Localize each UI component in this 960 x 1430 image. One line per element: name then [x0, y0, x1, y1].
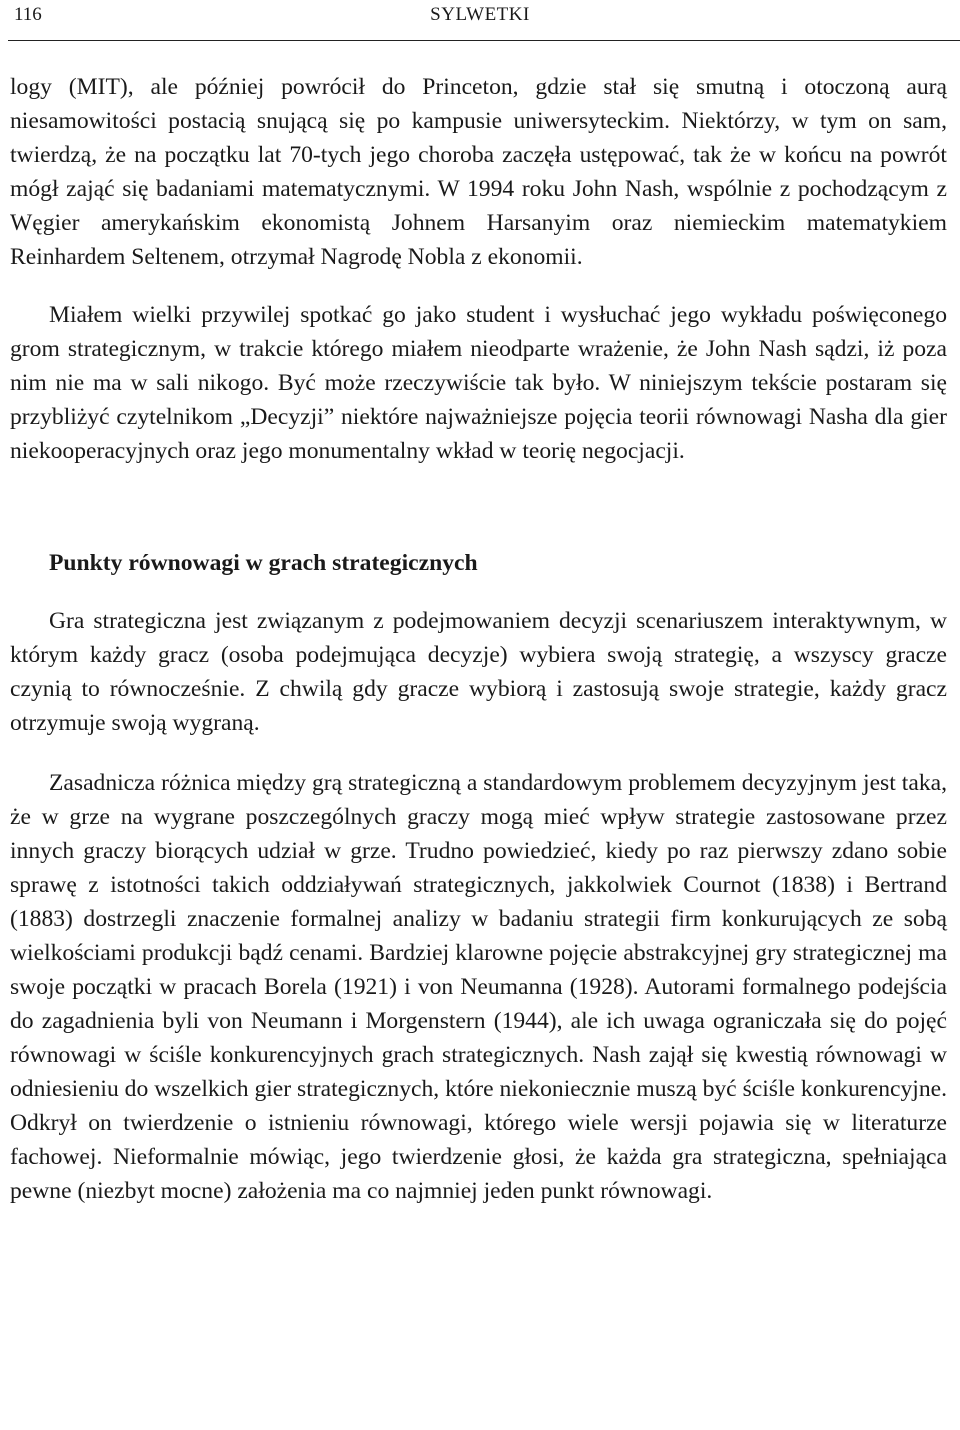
running-title: SYLWETKI: [430, 4, 530, 25]
paragraph: Gra strategiczna jest związanym z podejmowaniem decyzji scenariuszem interaktywnym, w którym każdy gracz (osoba podejmująca decyzje) wybiera swoją strategię, a wszyscy gracze czynią to równocześnie. Z chwilą gdy gracze wybiorą i zastosują swoje strategie, każdy gracz otrzymuje swoją wygraną.: [10, 608, 947, 736]
paragraph: logy (MIT), ale później powrócił do Princeton, gdzie stał się smutną i otoczoną aurą niesamowitości postacią snującą się po kampusie uniwersyteckim. Niektórzy, w tym on sam, twierdzą, że na początku lat 70-tych jego choroba zaczęła ustępować, tak że w końcu na powrót mógł zająć się badaniami matematycznymi. W 1994 roku John Nash, wspólnie z pochodzącym z Węgier amerykańskim ekonomistą Johnem Harsanyim oraz niemieckim matematykiem Reinhardem Seltenem, otrzymał Nagrodę Nobla z ekonomii.: [10, 74, 947, 270]
page-header: [0, 0, 960, 42]
paragraph: Miałem wielki przywilej spotkać go jako student i wysłuchać jego wykładu poświęconego grom strategicznym, w trakcie którego miałem nieodparte wrażenie, że John Nash sądzi, iż poza nim nie ma w sali nikogo. Być może rzeczywiście tak było. W niniejszym tekście postaram się przybliżyć czytelnikom „Decyzji” niektóre najważniejsze pojęcia teorii równowagi Nasha dla gier niekooperacyjnych oraz jego monumentalny wkład w teorię negocjacji.: [10, 302, 947, 464]
page-body: [10, 70, 947, 1208]
section-heading: Punkty równowagi w grach strategicznych: [49, 550, 478, 576]
header-rule: [8, 40, 960, 41]
paragraph: Zasadnicza różnica między grą strategiczną a standardowym problemem decyzyjnym jest taka, że w grze na wygrane poszczególnych graczy mogą mieć wpływ strategie zastosowane przez innych graczy biorących udział w grze. Trudno powiedzieć, kiedy po raz pierwszy zdano sobie sprawę z istotności takich oddziaływań strategicznych, jakkolwiek Cournot (1838) i Bertrand (1883) dostrzegli znaczenie formalnej analizy w badaniu strategii firm konkurujących ze sobą wielkościami produkcji bądź cenami. Bardziej klarowne pojęcie abstrakcyjnej gry strategicznej ma swoje początki w pracach Borela (1921) i von Neumanna (1928). Autorami formalnego podejścia do zagadnienia byli von Neumann i Morgenstern (1944), ale ich uwaga ograniczała się do pojęć równowagi w ściśle konkurencyjnych grach strategicznych. Nash zajął się kwestią równowagi w odniesieniu do wszelkich gier strategicznych, które niekoniecznie muszą być ściśle konkurencyjne. Odkrył on twierdzenie o istnieniu równowagi, którego wiele wersji pojawia się w literaturze fachowej. Nieformalnie mówiąc, jego twierdzenie głosi, że każda gra strategiczna, spełniająca pewne (niezbyt mocne) założenia ma co najmniej jeden punkt równowagi.: [10, 770, 947, 1204]
page-number: 116: [14, 4, 42, 25]
